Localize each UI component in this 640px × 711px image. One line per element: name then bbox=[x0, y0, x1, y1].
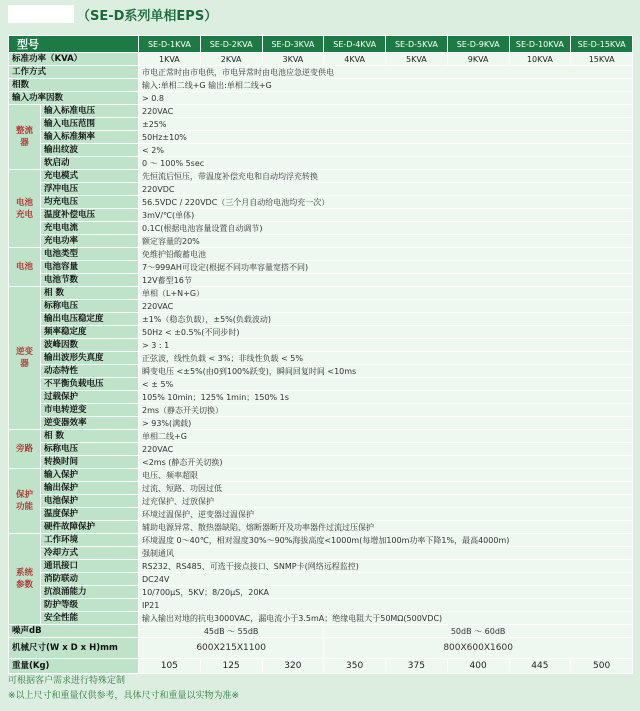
table-row bbox=[9, 430, 633, 443]
row-value: 市电正常时由市电供，市电异常时由电池应急逆变供电 bbox=[139, 66, 633, 79]
weight-cell: 320 bbox=[262, 659, 324, 674]
table-row bbox=[9, 209, 633, 222]
row-label: 市电转逆变 bbox=[41, 404, 139, 417]
row-label: 噪声dB bbox=[9, 625, 139, 638]
table-row bbox=[9, 659, 633, 674]
table-row bbox=[9, 235, 633, 248]
table-row bbox=[9, 170, 633, 183]
weight-cell: 500 bbox=[571, 659, 633, 674]
row-value: 220VAC bbox=[139, 300, 633, 313]
row-value: <2ms (静态开关切换) bbox=[139, 456, 633, 469]
group-label: 系统参数 bbox=[9, 534, 41, 625]
power-cell: 2KVA bbox=[200, 53, 262, 66]
row-value: 7～999AH可设定(根据不同功率容量宽搭不同) bbox=[139, 261, 633, 274]
table-row bbox=[9, 638, 633, 659]
row-value: ±1%（稳态负载），±5%(负载波动) bbox=[139, 313, 633, 326]
row-label: 电池节数 bbox=[41, 274, 139, 287]
spec-table bbox=[8, 35, 633, 674]
table-row bbox=[9, 508, 633, 521]
table-row bbox=[9, 469, 633, 482]
row-value: 105% 10min；125% 1min；150% 1s bbox=[139, 391, 633, 404]
row-label: 电池类型 bbox=[41, 248, 139, 261]
table-row bbox=[9, 105, 633, 118]
row-label: 防护等级 bbox=[41, 599, 139, 612]
row-label: 输入标准电压 bbox=[41, 105, 139, 118]
table-row bbox=[9, 118, 633, 131]
table-row bbox=[9, 131, 633, 144]
table-row bbox=[9, 625, 633, 638]
row-value: < ± 5% bbox=[139, 378, 633, 391]
table-row bbox=[9, 326, 633, 339]
table-row bbox=[9, 287, 633, 300]
row-value: < 2% bbox=[139, 144, 633, 157]
logo-placeholder bbox=[8, 5, 74, 23]
row-value: 220VDC bbox=[139, 183, 633, 196]
table-row bbox=[9, 599, 633, 612]
row-value: RS232、RS485、可选干接点接口、SNMP卡(网络远程监控) bbox=[139, 560, 633, 573]
row-label: 输出纹波 bbox=[41, 144, 139, 157]
row-label: 充电模式 bbox=[41, 170, 139, 183]
row-label: 相 数 bbox=[41, 430, 139, 443]
table-row bbox=[9, 339, 633, 352]
group-label: 逆变器 bbox=[9, 287, 41, 430]
row-label: 电池保护 bbox=[41, 495, 139, 508]
row-label: 输出电压稳定度 bbox=[41, 313, 139, 326]
row-value: 50Hz < ±0.5%(不同步时) bbox=[139, 326, 633, 339]
power-cell: 4KVA bbox=[324, 53, 386, 66]
page-title: （SE-D系列单相EPS） bbox=[77, 8, 218, 24]
row-value: 瞬变电压 <±5%(由0到100%跃变)，瞬间回复时间 <10ms bbox=[139, 365, 633, 378]
row-value: 3mV/℃(单体) bbox=[139, 209, 633, 222]
row-label: 动态特性 bbox=[41, 365, 139, 378]
row-value: 电压、频率超限 bbox=[139, 469, 633, 482]
row-label: 重量(Kg) bbox=[9, 659, 139, 674]
row-value: 输入:单相二线+G 输出:单相二线+G bbox=[139, 79, 633, 92]
table-row bbox=[9, 313, 633, 326]
table-row bbox=[9, 560, 633, 573]
row-value: > 0.8 bbox=[139, 92, 633, 105]
table-row bbox=[9, 573, 633, 586]
row-label: 硬件故障保护 bbox=[41, 521, 139, 534]
row-value: 辅助电源异常、散热器缺陷、熔断器断开及功率器件过流过压保护 bbox=[139, 521, 633, 534]
row-value: 单相二线+G bbox=[139, 430, 633, 443]
group-label: 电池充电 bbox=[9, 170, 41, 248]
row-value: 额定容量的20% bbox=[139, 235, 633, 248]
row-value: 过充保护、过放保护 bbox=[139, 495, 633, 508]
power-cell: 10KVA bbox=[509, 53, 571, 66]
group-label: 保护功能 bbox=[9, 469, 41, 534]
row-label: 温度保护 bbox=[41, 508, 139, 521]
row-value: 50Hz±10% bbox=[139, 131, 633, 144]
weight-cell: 105 bbox=[139, 659, 201, 674]
row-value: 0 ～ 100% 5sec bbox=[139, 157, 633, 170]
row-label: 充电功率 bbox=[41, 235, 139, 248]
row-value: 56.5VDC / 220VDC（三个月自动给电池均充一次） bbox=[139, 196, 633, 209]
footer-disclaimer: ※以上尺寸和重量仅供参考，具体尺寸和重量以实物为准※ bbox=[8, 691, 240, 701]
weight-cell: 445 bbox=[509, 659, 571, 674]
table-row bbox=[9, 547, 633, 560]
dimensions-high: 800X600X1600 bbox=[324, 638, 633, 659]
row-label: 频率稳定度 bbox=[41, 326, 139, 339]
row-value: 强制通风 bbox=[139, 547, 633, 560]
table-row bbox=[9, 365, 633, 378]
row-label: 输入保护 bbox=[41, 469, 139, 482]
table-row bbox=[9, 391, 633, 404]
group-label: 电池 bbox=[9, 248, 41, 287]
weight-cell: 375 bbox=[386, 659, 448, 674]
table-row bbox=[9, 300, 633, 313]
table-row bbox=[9, 482, 633, 495]
row-value: 12V蓄型16节 bbox=[139, 274, 633, 287]
table-row bbox=[9, 456, 633, 469]
row-value: 220VAC bbox=[139, 443, 633, 456]
row-value: 环境温度 0～40℃，相对湿度30%～90%海拔高度<1000m(每增加100m功率下降1%，最高4000m) bbox=[139, 534, 633, 547]
table-row bbox=[9, 144, 633, 157]
row-label: 标称电压 bbox=[41, 443, 139, 456]
row-label: 相数 bbox=[9, 79, 139, 92]
table-row bbox=[9, 183, 633, 196]
row-value: 免维护铅酸蓄电池 bbox=[139, 248, 633, 261]
power-cell: 3KVA bbox=[262, 53, 324, 66]
header-row bbox=[9, 36, 633, 53]
table-row bbox=[9, 79, 633, 92]
power-cell: 1KVA bbox=[139, 53, 201, 66]
power-cell: 15KVA bbox=[571, 53, 633, 66]
table-row bbox=[9, 404, 633, 417]
row-label: 消防联动 bbox=[41, 573, 139, 586]
table-row bbox=[9, 248, 633, 261]
power-cell: 5KVA bbox=[386, 53, 448, 66]
row-value: 输入输出对地的抗电3000VAC，漏电流小于3.5mA；绝缘电阻大于50MΩ(500VDC) bbox=[139, 612, 633, 625]
row-value: > 93%(满载) bbox=[139, 417, 633, 430]
table-row bbox=[9, 222, 633, 235]
table-row bbox=[9, 534, 633, 547]
row-label: 标准功率（KVA） bbox=[9, 53, 139, 66]
row-label: 机械尺寸(W x D x H)mm bbox=[9, 638, 139, 659]
table-row bbox=[9, 352, 633, 365]
table-row bbox=[9, 417, 633, 430]
row-value: 2ms（静态开关切换） bbox=[139, 404, 633, 417]
noise-low: 45dB ～ 55dB bbox=[139, 625, 324, 638]
table-row bbox=[9, 586, 633, 599]
row-label: 过载保护 bbox=[41, 391, 139, 404]
row-label: 抗浪涌能力 bbox=[41, 586, 139, 599]
row-label: 充电电流 bbox=[41, 222, 139, 235]
footer-custom-note: 可根据客户需求进行特殊定制 bbox=[8, 676, 126, 686]
dimensions-low: 600X215X1100 bbox=[139, 638, 324, 659]
table-row bbox=[9, 274, 633, 287]
model-cell: SE-D-10KVA bbox=[509, 36, 571, 53]
row-label: 逆变器效率 bbox=[41, 417, 139, 430]
table-row bbox=[9, 92, 633, 105]
row-label: 转换时间 bbox=[41, 456, 139, 469]
row-label: 相 数 bbox=[41, 287, 139, 300]
row-value: 220VAC bbox=[139, 105, 633, 118]
row-value: 过流、短路、功因过低 bbox=[139, 482, 633, 495]
row-value: ±25% bbox=[139, 118, 633, 131]
weight-cell: 350 bbox=[324, 659, 386, 674]
row-label: 浮冲电压 bbox=[41, 183, 139, 196]
row-label: 波峰因数 bbox=[41, 339, 139, 352]
model-cell: SE-D-4KVA bbox=[324, 36, 386, 53]
row-label: 输出波形失真度 bbox=[41, 352, 139, 365]
row-label: 电池容量 bbox=[41, 261, 139, 274]
row-label: 标称电压 bbox=[41, 300, 139, 313]
table-row bbox=[9, 521, 633, 534]
row-value: IP21 bbox=[139, 599, 633, 612]
row-value: 单相（L+N+G） bbox=[139, 287, 633, 300]
row-value: 0.1C(根据电池容量设置自动调节) bbox=[139, 222, 633, 235]
table-row bbox=[9, 66, 633, 79]
table-row bbox=[9, 612, 633, 625]
table-row bbox=[9, 196, 633, 209]
row-label: 不平衡负载电压 bbox=[41, 378, 139, 391]
model-cell: SE-D-2KVA bbox=[200, 36, 262, 53]
model-cell: SE-D-1KVA bbox=[139, 36, 201, 53]
row-label: 工作环境 bbox=[41, 534, 139, 547]
row-label: 输入功率因数 bbox=[9, 92, 139, 105]
table-row bbox=[9, 261, 633, 274]
row-value: > 3 : 1 bbox=[139, 339, 633, 352]
noise-high: 50dB ～ 60dB bbox=[324, 625, 633, 638]
row-value: 正弦波，线性负载 < 3%；非线性负载 < 5% bbox=[139, 352, 633, 365]
header-label: 型号 bbox=[9, 36, 139, 53]
table-row bbox=[9, 495, 633, 508]
group-label: 整流器 bbox=[9, 105, 41, 170]
table-row bbox=[9, 378, 633, 391]
row-label: 软启动 bbox=[41, 157, 139, 170]
row-label: 工作方式 bbox=[9, 66, 139, 79]
row-label: 安全性能 bbox=[41, 612, 139, 625]
weight-cell: 400 bbox=[447, 659, 509, 674]
row-value: 先恒流后恒压，带温度补偿充电和自动均浮充转换 bbox=[139, 170, 633, 183]
model-cell: SE-D-5KVA bbox=[386, 36, 448, 53]
model-cell: SE-D-3KVA bbox=[262, 36, 324, 53]
row-label: 温度补偿电压 bbox=[41, 209, 139, 222]
power-cell: 9KVA bbox=[447, 53, 509, 66]
row-value: 10/700μS，5KV；8/20μS，20KA bbox=[139, 586, 633, 599]
table-row bbox=[9, 443, 633, 456]
group-label: 旁路 bbox=[9, 430, 41, 469]
weight-cell: 125 bbox=[200, 659, 262, 674]
row-label: 均充电压 bbox=[41, 196, 139, 209]
row-label: 通讯接口 bbox=[41, 560, 139, 573]
table-row bbox=[9, 157, 633, 170]
row-label: 输入电压范围 bbox=[41, 118, 139, 131]
row-value: 环境过温保护、逆变器过温保护 bbox=[139, 508, 633, 521]
row-value: DC24V bbox=[139, 573, 633, 586]
table-row bbox=[9, 53, 633, 66]
row-label: 输出保护 bbox=[41, 482, 139, 495]
model-cell: SE-D-9KVA bbox=[447, 36, 509, 53]
row-label: 冷却方式 bbox=[41, 547, 139, 560]
title-area bbox=[8, 4, 217, 24]
row-label: 输入标准频率 bbox=[41, 131, 139, 144]
model-cell: SE-D-15KVA bbox=[571, 36, 633, 53]
